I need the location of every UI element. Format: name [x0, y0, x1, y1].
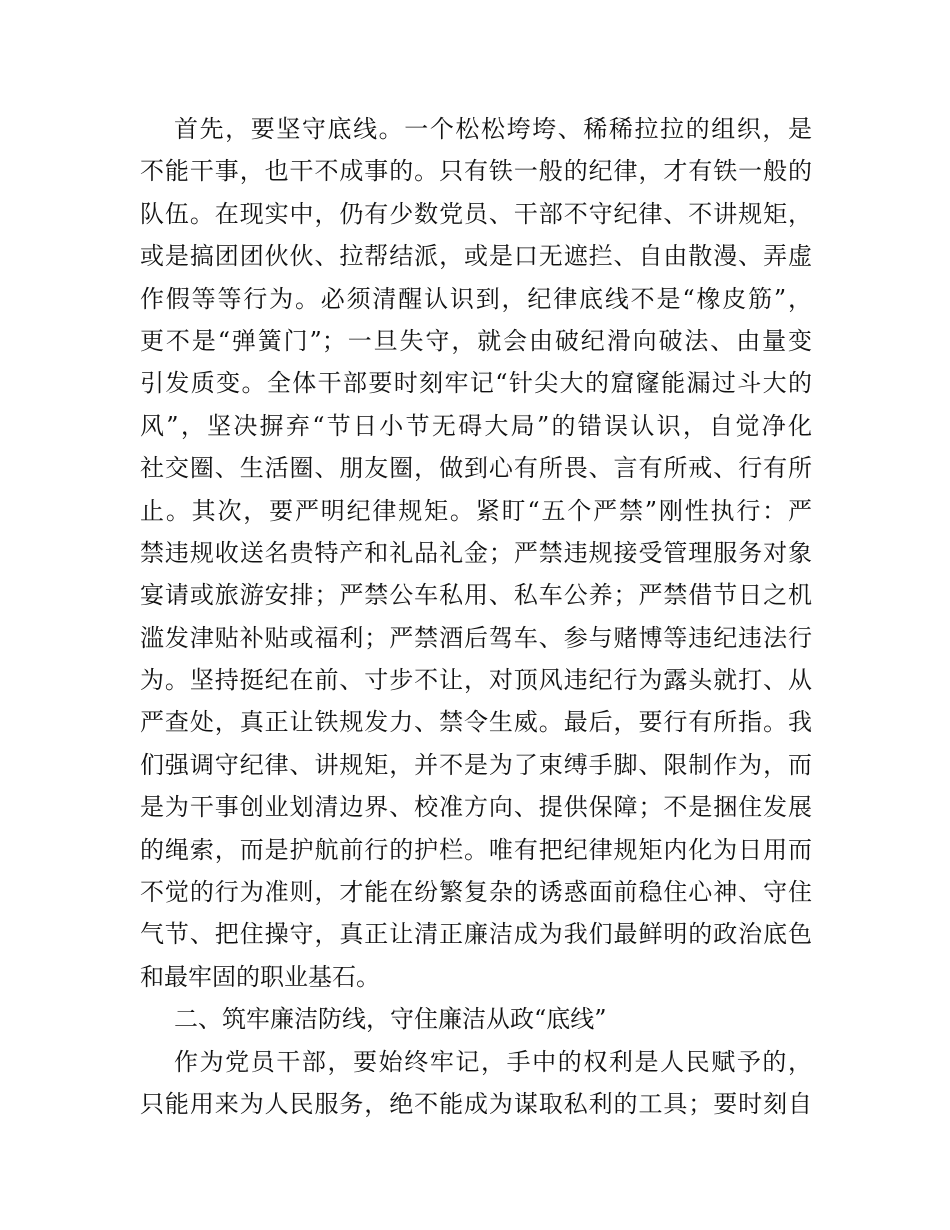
- paragraph-line: 或是搞团团伙伙、拉帮结派，或是口无遮拦、自由散漫、弄虚: [140, 242, 812, 271]
- paragraph-line: 作为党员干部，要始终牢记，手中的权利是人民赋予的，: [174, 1047, 812, 1076]
- paragraph-line: 更不是“弹簧门”；一旦失守，就会由破纪滑向破法、由量变: [140, 326, 812, 355]
- paragraph-line: 只能用来为人民服务，绝不能成为谋取私利的工具；要时刻自: [140, 1089, 812, 1118]
- paragraph-line: 滥发津贴补贴或福利；严禁酒后驾车、参与赌博等违纪违法行: [140, 623, 812, 652]
- paragraph-line: 和最牢固的职业基石。: [140, 962, 380, 991]
- paragraph-line: 气节、把住操守，真正让清正廉洁成为我们最鲜明的政治底色: [140, 920, 812, 949]
- paragraph-line: 宴请或旅游安排；严禁公车私用、私车公养；严禁借节日之机: [140, 581, 812, 610]
- paragraph-line: 队伍。在现实中，仍有少数党员、干部不守纪律、不讲规矩，: [140, 199, 812, 228]
- paragraph-2: [140, 1041, 812, 1126]
- paragraph-line: 不能干事，也干不成事的。只有铁一般的纪律，才有铁一般的: [140, 157, 812, 186]
- paragraph-line: 禁违规收送名贵特产和礼品礼金；严禁违规接受管理服务对象: [140, 538, 812, 567]
- section-heading: 二、筑牢廉洁防线，守住廉洁从政“底线”: [174, 1005, 607, 1034]
- paragraph-line: 作假等等行为。必须清醒认识到，纪律底线不是“橡皮筋”，: [140, 284, 812, 313]
- paragraph-line: 引发质变。全体干部要时刻牢记“针尖大的窟窿能漏过斗大的: [140, 369, 812, 398]
- paragraph-line: 首先，要坚守底线。一个松松垮垮、稀稀拉拉的组织，是: [174, 115, 812, 143]
- paragraph-line: 严查处，真正让铁规发力、禁令生威。最后，要行有所指。我: [140, 708, 812, 737]
- paragraph-line: 止。其次，要严明纪律规矩。紧盯“五个严禁”刚性执行：严: [140, 496, 812, 525]
- document-body: [140, 108, 812, 1125]
- paragraph-line: 为。坚持挺纪在前、寸步不让，对顶风违纪行为露头就打、从: [140, 666, 812, 695]
- paragraph-1: [140, 108, 812, 998]
- paragraph-line: 们强调守纪律、讲规矩，并不是为了束缚手脚、限制作为，而: [140, 750, 812, 779]
- paragraph-line: 社交圈、生活圈、朋友圈，做到心有所畏、言有所戒、行有所: [140, 454, 812, 483]
- paragraph-line: 是为干事创业划清边界、校准方向、提供保障；不是捆住发展: [140, 793, 812, 822]
- paragraph-line: 的绳索，而是护航前行的护栏。唯有把纪律规矩内化为日用而: [140, 835, 812, 864]
- paragraph-line: 不觉的行为准则，才能在纷繁复杂的诱惑面前稳住心神、守住: [140, 878, 812, 907]
- paragraph-line: 风”，坚决摒弃“节日小节无碍大局”的错误认识，自觉净化: [140, 411, 812, 440]
